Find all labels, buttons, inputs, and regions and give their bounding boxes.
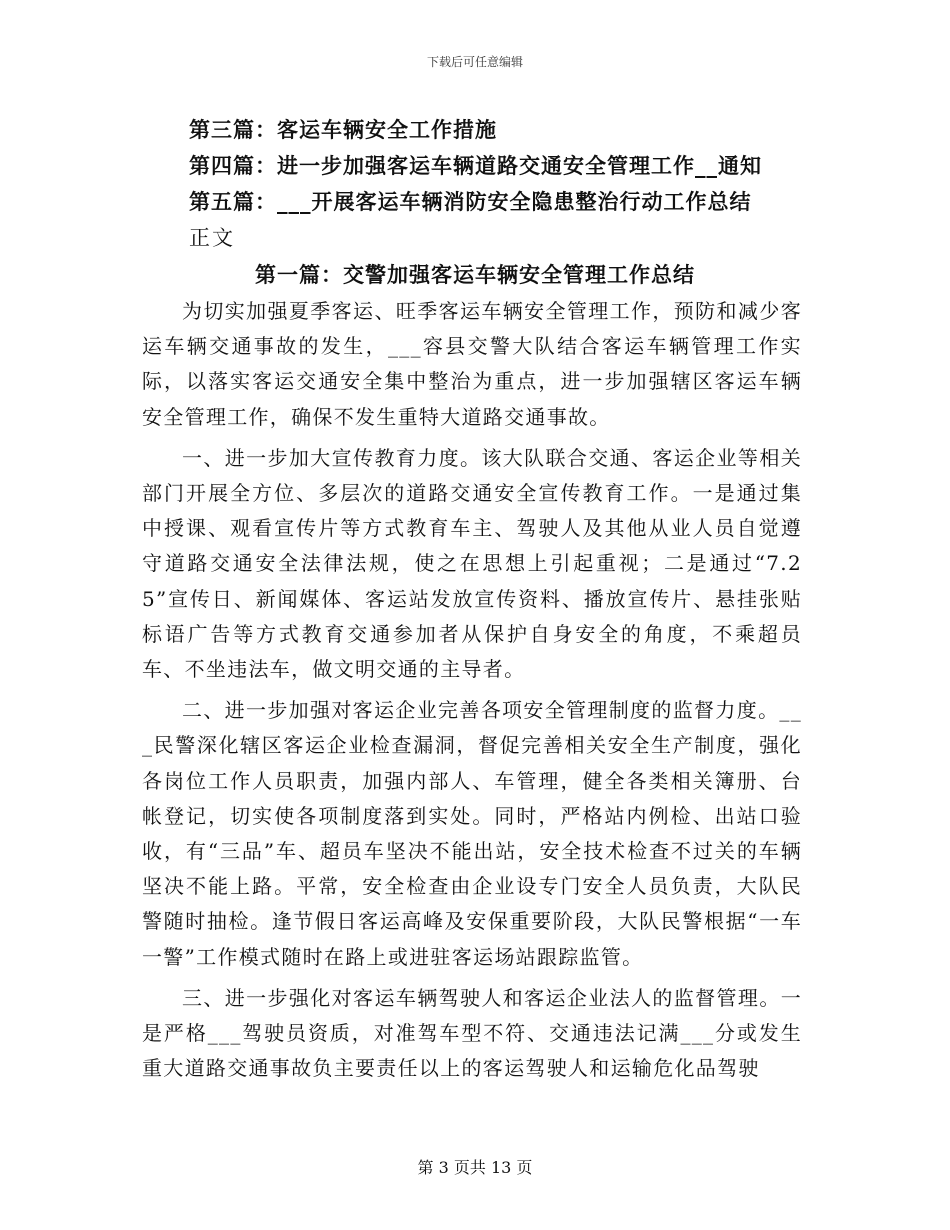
page-footer: 第 3 页共 13 页 <box>417 1158 533 1177</box>
paragraph: 二、进一步加强对客运企业完善各项安全管理制度的监督力度。___民警深化辖区客运企业检查漏洞，督促完善相关安全生产制度，强化各岗位工作人员职责，加强内部人、车管理，健全各类相关簿册、台帐登记，切实使各项制度落到实处。同时，严格站内例检、出站口验收，有“三品”车、超员车坚决不能出站，安全技术检查不过关的车辆坚决不能上路。平常，安全检查由企业设专门安全人员负责，大队民警随时抽检。逢节假日客运高峰及安保重要阶段，大队民警根据“一车一警”工作模式随时在路上或进驻客运场站跟踪监管。 <box>142 698 802 969</box>
table-of-contents <box>189 112 829 258</box>
toc-item: 第四篇：进一步加强客运车辆道路交通安全管理工作__通知 <box>189 154 762 178</box>
zhengwen-label: 正文 <box>189 226 235 250</box>
toc-item: 第三篇：客运车辆安全工作措施 <box>189 118 497 142</box>
article-body <box>142 294 802 1092</box>
paragraph: 一、进一步加大宣传教育力度。该大队联合交通、客运企业等相关部门开展全方位、多层次的道路交通安全宣传教育工作。一是通过集中授课、观看宣传片等方式教育车主、驾驶人及其他从业人员自觉遵守道路交通安全法律法规，使之在思想上引起重视；二是通过“7.25”宣传日、新闻媒体、客运站发放宣传资料、播放宣传片、悬挂张贴标语广告等方式教育交通参加者从保护自身安全的角度，不乘超员车、不坐违法车，做文明交通的主导者。 <box>142 445 802 682</box>
paragraph: 三、进一步强化对客运车辆驾驶人和客运企业法人的监督管理。一是严格___驾驶员资质，对准驾车型不符、交通违法记满___分或发生重大道路交通事故负主要责任以上的客运驾驶人和运输危化品驾驶 <box>142 985 802 1081</box>
page-header: 下载后可任意编辑 <box>426 55 523 69</box>
toc-item: 第五篇：___开展客运车辆消防安全隐患整治行动工作总结 <box>189 190 752 214</box>
paragraph: 为切实加强夏季客运、旺季客运车辆安全管理工作，预防和减少客运车辆交通事故的发生，___容县交警大队结合客运车辆管理工作实际，以落实客运交通安全集中整治为重点，进一步加强辖区客运车辆安全管理工作，确保不发生重特大道路交通事故。 <box>142 299 802 429</box>
article-title: 第一篇：交警加强客运车辆安全管理工作总结 <box>255 263 695 287</box>
